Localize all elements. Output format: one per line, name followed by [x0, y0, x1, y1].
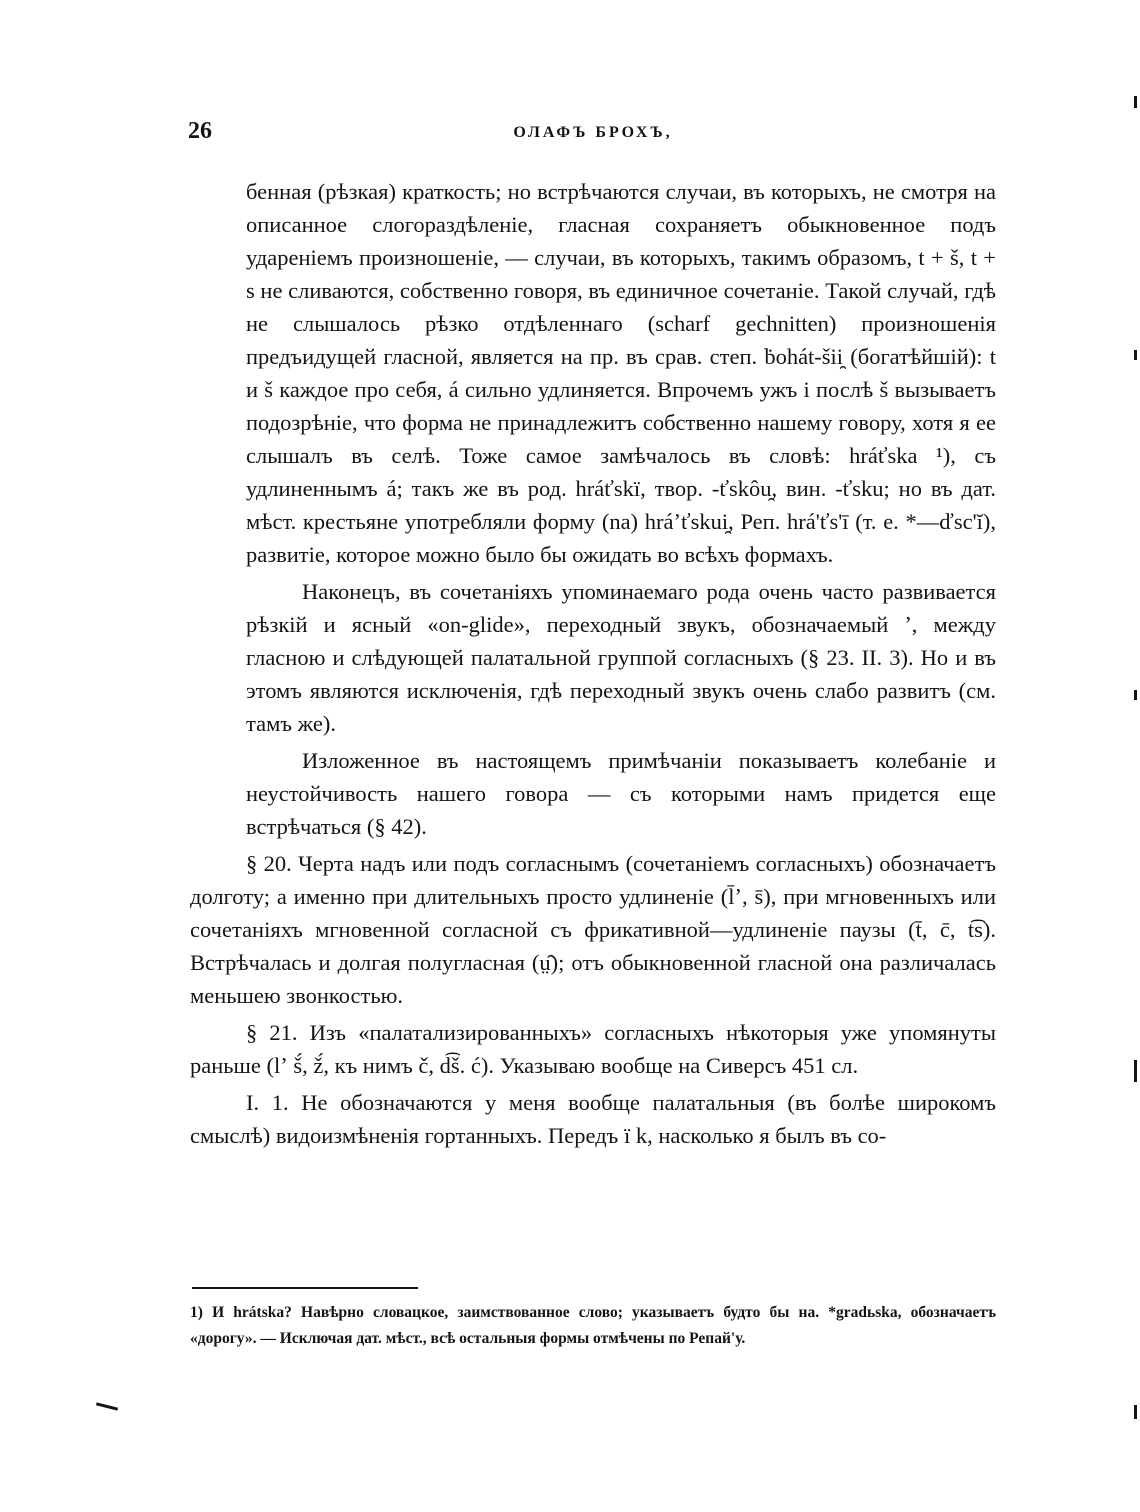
- scan-speck: [1134, 350, 1137, 360]
- footnote-divider: [192, 1287, 418, 1289]
- paragraph-continuation: бенная (рѣзкая) краткость; но встрѣчаются случаи, въ которыхъ, не смотря на описанное слогораздѣленіе, гласная сохраняетъ обыкновенное подъ удареніемъ произношеніе, — случаи, въ которыхъ, такимъ образомъ, t + š, t + s не сливаются, собственно говоря, въ единичное сочетаніе. Такой случай, гдѣ не слышалось рѣзко отдѣленнаго (scharf gechnitten) произношенія предъидущей гласной, является на пр. въ срав. степ. ḃohát-šii̯ (богатѣйшій): t и š каждое про себя, á сильно удлиняется. Впрочемъ ужъ і послѣ š вызываетъ подозрѣніе, что форма не принадлежитъ собственно нашему говору, хотя я ее слышалъ въ селѣ. Тоже самое замѣчалось въ словѣ: hráťska ¹), съ удлиненнымъ á; такъ же въ род. hráťskï, твор. -ťskôu̯, вин. -ťsku; но въ дат. мѣст. крестьяне употребляли форму (na) hráʼťskui̯, Реп. hrá'ťs'ī (т. е. *—ďsc'ĭ), развитіе, которое можно было бы ожидать во всѣхъ формахъ.: [246, 179, 996, 567]
- footnote: 1) И hrátska? Навѣрно словацкое, заимствованное слово; указываетъ будто бы на. *gradьska, обозначаетъ «дорогу». — Исключая дат. мѣст., всѣ остальныя формы отмѣчены по Репай'у.: [190, 1304, 996, 1347]
- body-text: [190, 175, 996, 1152]
- paragraph-section-21: § 21. Изъ «палатализированныхъ» согласныхъ нѣкоторыя уже упомянуты раньше (lʼ š́, ž́, къ нимъ č, d͡š. ć). Указываю вообще на Сиверсъ 451 сл.: [190, 1020, 996, 1078]
- scan-speck: [96, 1402, 118, 1410]
- paragraph-on-glide: Наконецъ, въ сочетаніяхъ упоминаемаго рода очень часто развивается рѣзкій и ясный «on-glide», переходный звукъ, обозначаемый ʼ, между гласною и слѣдующей палатальной группой согласныхъ (§ 23. II. 3). Но и въ этомъ являются исключенія, гдѣ переходный звукъ очень слабо развитъ (см. тамъ же).: [246, 579, 996, 736]
- scan-speck: [1134, 96, 1137, 108]
- paragraph-section-20: § 20. Черта надъ или подъ согласнымъ (сочетаніемъ согласныхъ) обозначаетъ долготу; а именно при длительныхъ просто удлиненіе (l̄ʼ, s̄), при мгновенныхъ или сочетаніяхъ мгновенной согласной съ фрикативной—удлиненіе паузы (t̄, c̄, t͡s). Встрѣчалась и долгая полугласная (ṳ̑); отъ обыкновенной гласной она различалась меньшею звонкостью.: [190, 851, 996, 1008]
- running-title: ОЛАФЪ БРОХЪ,: [513, 124, 673, 141]
- scan-speck: [1134, 1060, 1137, 1082]
- page-number: 26: [188, 118, 212, 144]
- paragraph-summary: Изложенное въ настоящемъ примѣчаніи показываетъ колебаніе и неустойчивость нашего говора — съ которыми намъ придется еще встрѣчаться (§ 42).: [246, 748, 996, 839]
- scan-speck: [1134, 690, 1137, 700]
- scan-speck: [1134, 1405, 1137, 1419]
- page-header: [188, 118, 998, 158]
- paragraph-item-1: I. 1. Не обозначаются у меня вообще палатальныя (въ болѣе широкомъ смыслѣ) видоизмѣненія гортанныхъ. Передъ ї k, насколько я былъ въ со-: [190, 1090, 996, 1148]
